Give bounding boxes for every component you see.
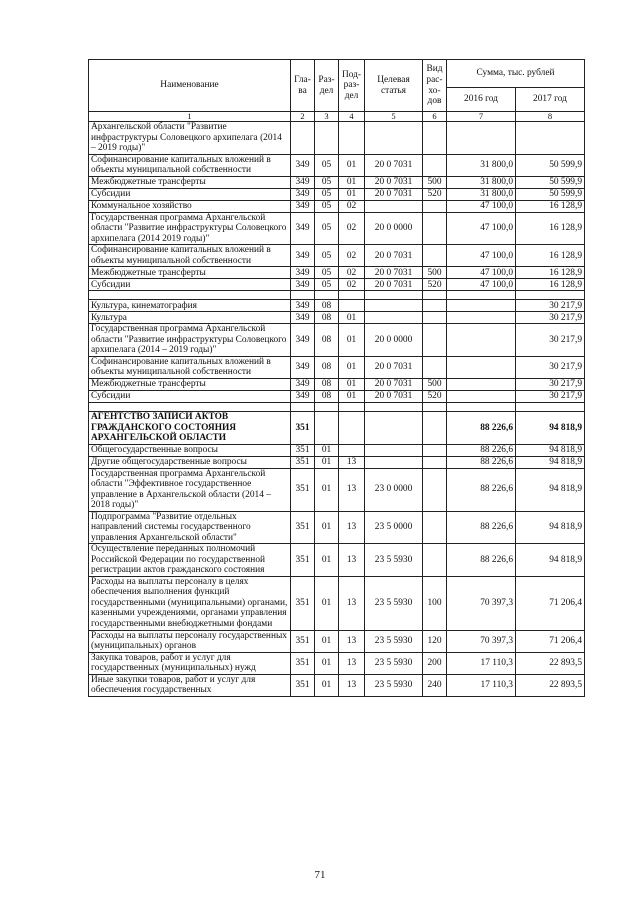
table-body: [89, 122, 585, 697]
row-glava: 351: [291, 652, 315, 674]
row-celevaya-statya: [365, 411, 423, 444]
table-row: [89, 279, 585, 291]
row-glava: 349: [291, 245, 315, 267]
row-razdel: 05: [315, 279, 339, 291]
table-row: [89, 291, 585, 300]
row-sum-2017: [516, 291, 585, 300]
row-celevaya-statya: [365, 122, 423, 155]
page-number: 71: [314, 869, 326, 881]
row-razdel: 01: [315, 444, 339, 456]
row-name: Субсидии: [89, 279, 291, 291]
row-name: Софинансирование капитальных вложений в объекты муниципальной собственности: [89, 154, 291, 176]
row-sum-2016: 47 100,0: [447, 245, 516, 267]
row-sum-2017: 16 128,9: [516, 267, 585, 279]
row-sum-2017: 50 599,9: [516, 154, 585, 176]
row-vid-rashodov: 500: [423, 176, 447, 188]
row-celevaya-statya: 20 0 7031: [365, 356, 423, 378]
table-row: [89, 402, 585, 411]
row-sum-2017: 50 599,9: [516, 176, 585, 188]
row-celevaya-statya: 23 0 0000: [365, 468, 423, 511]
row-sum-2017: 30 217,9: [516, 378, 585, 390]
row-razdel: 01: [315, 468, 339, 511]
row-sum-2017: 94 818,9: [516, 444, 585, 456]
row-sum-2016: 31 800,0: [447, 188, 516, 200]
row-sum-2017: 50 599,9: [516, 188, 585, 200]
row-sum-2017: 30 217,9: [516, 356, 585, 378]
header-glava: Гла-ва: [291, 60, 315, 112]
row-celevaya-statya: 20 0 7031: [365, 390, 423, 402]
row-glava: 351: [291, 468, 315, 511]
row-podrazdel: 13: [339, 468, 365, 511]
header-razdel: Раз-дел: [315, 60, 339, 112]
row-name: Общегосударственные вопросы: [89, 444, 291, 456]
row-sum-2016: 47 100,0: [447, 279, 516, 291]
row-razdel: 05: [315, 176, 339, 188]
row-podrazdel: 01: [339, 176, 365, 188]
row-celevaya-statya: 20 0 0000: [365, 324, 423, 357]
row-vid-rashodov: [423, 544, 447, 577]
table-row: [89, 511, 585, 544]
row-celevaya-statya: [365, 312, 423, 324]
row-glava: 351: [291, 544, 315, 577]
row-vid-rashodov: [423, 411, 447, 444]
table-row: [89, 200, 585, 212]
row-sum-2016: 17 110,3: [447, 674, 516, 696]
row-sum-2016: [447, 390, 516, 402]
col-num-1: 1: [89, 112, 291, 122]
row-razdel: [315, 122, 339, 155]
row-sum-2017: 94 818,9: [516, 411, 585, 444]
row-razdel: 08: [315, 324, 339, 357]
row-name: [89, 402, 291, 411]
header-summa: Сумма, тыс. рублей: [447, 60, 585, 88]
row-name: Государственная программа Архангельской области "Развитие инфраструктуры Соловецкого архипелага (2014 2019 годы)": [89, 212, 291, 245]
row-name: Осуществление переданных полномочий Российской Федерации по государственной регистрации актов гражданского состояния: [89, 544, 291, 577]
row-name: Культура, кинематография: [89, 300, 291, 312]
row-vid-rashodov: [423, 300, 447, 312]
row-vid-rashodov: 520: [423, 390, 447, 402]
row-glava: 349: [291, 300, 315, 312]
row-sum-2017: 94 818,9: [516, 468, 585, 511]
table-row: [89, 245, 585, 267]
row-vid-rashodov: 500: [423, 378, 447, 390]
row-glava: 349: [291, 356, 315, 378]
row-sum-2016: 88 226,6: [447, 511, 516, 544]
row-glava: 351: [291, 511, 315, 544]
row-razdel: 05: [315, 154, 339, 176]
row-glava: 349: [291, 154, 315, 176]
row-razdel: 08: [315, 390, 339, 402]
table-row: [89, 390, 585, 402]
row-celevaya-statya: 20 0 7031: [365, 154, 423, 176]
row-glava: [291, 402, 315, 411]
row-vid-rashodov: [423, 324, 447, 357]
row-glava: 351: [291, 411, 315, 444]
row-sum-2016: 88 226,6: [447, 468, 516, 511]
row-name: Другие общегосударственные вопросы: [89, 456, 291, 468]
row-podrazdel: 02: [339, 200, 365, 212]
table-row: [89, 674, 585, 696]
row-glava: 349: [291, 279, 315, 291]
row-razdel: 05: [315, 245, 339, 267]
row-podrazdel: 02: [339, 267, 365, 279]
row-podrazdel: 01: [339, 356, 365, 378]
row-glava: 349: [291, 212, 315, 245]
header-vid-rashodov: Вид рас-хо-дов: [423, 60, 447, 112]
row-podrazdel: 02: [339, 245, 365, 267]
table-row: [89, 356, 585, 378]
col-num-3: 3: [315, 112, 339, 122]
row-sum-2016: 70 397,3: [447, 576, 516, 630]
row-vid-rashodov: [423, 511, 447, 544]
row-name: Софинансирование капитальных вложений в объекты муниципальной собственности: [89, 356, 291, 378]
row-podrazdel: [339, 444, 365, 456]
row-vid-rashodov: 200: [423, 652, 447, 674]
row-glava: 349: [291, 312, 315, 324]
row-vid-rashodov: 240: [423, 674, 447, 696]
row-sum-2016: 31 800,0: [447, 154, 516, 176]
row-name: Государственная программа Архангельской области "Развитие инфраструктуры Соловецкого архипелага (2014 – 2019 годы)": [89, 324, 291, 357]
row-vid-rashodov: [423, 212, 447, 245]
row-podrazdel: 13: [339, 456, 365, 468]
row-podrazdel: 13: [339, 511, 365, 544]
row-sum-2017: 94 818,9: [516, 456, 585, 468]
row-razdel: [315, 402, 339, 411]
col-num-4: 4: [339, 112, 365, 122]
row-razdel: [315, 411, 339, 444]
table-row: [89, 312, 585, 324]
row-razdel: 05: [315, 212, 339, 245]
row-name: Коммунальное хозяйство: [89, 200, 291, 212]
table-row: [89, 212, 585, 245]
row-vid-rashodov: [423, 122, 447, 155]
row-sum-2016: [447, 291, 516, 300]
row-glava: 351: [291, 576, 315, 630]
row-podrazdel: [339, 402, 365, 411]
row-sum-2017: 22 893,5: [516, 652, 585, 674]
row-name: Закупка товаров, работ и услуг для государственных (муниципальных) нужд: [89, 652, 291, 674]
row-celevaya-statya: 20 0 0000: [365, 212, 423, 245]
row-celevaya-statya: 20 0 7031: [365, 176, 423, 188]
row-podrazdel: 02: [339, 212, 365, 245]
row-celevaya-statya: [365, 402, 423, 411]
row-sum-2017: [516, 122, 585, 155]
col-num-7: 7: [447, 112, 516, 122]
row-podrazdel: [339, 300, 365, 312]
table-row: [89, 544, 585, 577]
row-sum-2017: 30 217,9: [516, 300, 585, 312]
row-podrazdel: 01: [339, 188, 365, 200]
row-podrazdel: 13: [339, 652, 365, 674]
row-name: Межбюджетные трансферты: [89, 176, 291, 188]
row-glava: 349: [291, 378, 315, 390]
row-celevaya-statya: 20 0 7031: [365, 378, 423, 390]
table-row: [89, 188, 585, 200]
row-sum-2016: 31 800,0: [447, 176, 516, 188]
table-row: [89, 411, 585, 444]
row-glava: 349: [291, 200, 315, 212]
row-sum-2016: [447, 312, 516, 324]
row-glava: 351: [291, 630, 315, 652]
row-podrazdel: 01: [339, 154, 365, 176]
row-name: Расходы на выплаты персоналу государственных (муниципальных) органов: [89, 630, 291, 652]
row-glava: 351: [291, 456, 315, 468]
row-vid-rashodov: 100: [423, 576, 447, 630]
row-vid-rashodov: [423, 456, 447, 468]
row-vid-rashodov: 520: [423, 188, 447, 200]
table-row: [89, 154, 585, 176]
row-vid-rashodov: 120: [423, 630, 447, 652]
row-name: Субсидии: [89, 188, 291, 200]
row-sum-2017: 22 893,5: [516, 674, 585, 696]
row-podrazdel: [339, 411, 365, 444]
row-razdel: 01: [315, 674, 339, 696]
row-razdel: 08: [315, 312, 339, 324]
row-celevaya-statya: 20 0 7031: [365, 188, 423, 200]
row-sum-2017: 71 206,4: [516, 576, 585, 630]
col-num-2: 2: [291, 112, 315, 122]
row-name: Подпрограмма "Развитие отдельных направлений системы государственного управления Архангельской области": [89, 511, 291, 544]
budget-table: [88, 59, 585, 697]
row-podrazdel: 13: [339, 544, 365, 577]
col-num-8: 8: [516, 112, 585, 122]
row-sum-2017: 16 128,9: [516, 200, 585, 212]
row-sum-2016: 88 226,6: [447, 411, 516, 444]
table-row: [89, 444, 585, 456]
row-name: Государственная программа Архангельской области "Эффективное государственное управление в Архангельской области (2014 – 2018 годы)": [89, 468, 291, 511]
row-sum-2016: [447, 300, 516, 312]
row-podrazdel: 01: [339, 312, 365, 324]
row-celevaya-statya: 23 5 5930: [365, 674, 423, 696]
row-sum-2017: 16 128,9: [516, 245, 585, 267]
row-sum-2016: 70 397,3: [447, 630, 516, 652]
row-vid-rashodov: [423, 200, 447, 212]
table-row: [89, 468, 585, 511]
row-sum-2016: 47 100,0: [447, 267, 516, 279]
row-sum-2016: [447, 378, 516, 390]
row-sum-2017: 71 206,4: [516, 630, 585, 652]
row-glava: 351: [291, 444, 315, 456]
table-row: [89, 652, 585, 674]
table-row: [89, 576, 585, 630]
row-glava: [291, 122, 315, 155]
row-name: Софинансирование капитальных вложений в объекты муниципальной собственности: [89, 245, 291, 267]
row-razdel: 08: [315, 300, 339, 312]
row-glava: [291, 291, 315, 300]
table-row: [89, 300, 585, 312]
row-celevaya-statya: [365, 200, 423, 212]
header-podrazdel: Под-раз-дел: [339, 60, 365, 112]
row-sum-2017: 16 128,9: [516, 279, 585, 291]
row-razdel: 01: [315, 456, 339, 468]
row-razdel: 01: [315, 511, 339, 544]
row-sum-2016: [447, 122, 516, 155]
row-celevaya-statya: 20 0 7031: [365, 279, 423, 291]
row-name: Субсидии: [89, 390, 291, 402]
row-sum-2017: 16 128,9: [516, 212, 585, 245]
row-name: Межбюджетные трансферты: [89, 378, 291, 390]
row-vid-rashodov: [423, 468, 447, 511]
row-razdel: 08: [315, 356, 339, 378]
row-celevaya-statya: 23 5 5930: [365, 630, 423, 652]
row-razdel: 05: [315, 267, 339, 279]
table-row: [89, 630, 585, 652]
row-sum-2017: 30 217,9: [516, 324, 585, 357]
row-sum-2016: [447, 324, 516, 357]
row-sum-2017: 30 217,9: [516, 390, 585, 402]
row-vid-rashodov: [423, 291, 447, 300]
row-sum-2016: 88 226,6: [447, 444, 516, 456]
row-razdel: 05: [315, 200, 339, 212]
row-name: АГЕНТСТВО ЗАПИСИ АКТОВ ГРАЖДАНСКОГО СОСТОЯНИЯ АРХАНГЕЛЬСКОЙ ОБЛАСТИ: [89, 411, 291, 444]
row-podrazdel: 01: [339, 378, 365, 390]
row-sum-2016: 88 226,6: [447, 544, 516, 577]
row-razdel: 01: [315, 544, 339, 577]
row-sum-2016: 17 110,3: [447, 652, 516, 674]
row-vid-rashodov: [423, 245, 447, 267]
header-year-2017: 2017 год: [516, 88, 585, 112]
row-celevaya-statya: [365, 291, 423, 300]
row-podrazdel: [339, 122, 365, 155]
table-row: [89, 122, 585, 155]
row-podrazdel: 01: [339, 390, 365, 402]
row-glava: 349: [291, 188, 315, 200]
row-celevaya-statya: 20 0 7031: [365, 245, 423, 267]
row-vid-rashodov: [423, 444, 447, 456]
col-num-6: 6: [423, 112, 447, 122]
row-celevaya-statya: 23 5 5930: [365, 652, 423, 674]
row-celevaya-statya: 23 5 0000: [365, 511, 423, 544]
row-celevaya-statya: 20 0 7031: [365, 267, 423, 279]
row-name: Культура: [89, 312, 291, 324]
row-celevaya-statya: 23 5 5930: [365, 576, 423, 630]
row-podrazdel: 13: [339, 674, 365, 696]
table-row: [89, 378, 585, 390]
table-row: [89, 176, 585, 188]
row-podrazdel: 13: [339, 630, 365, 652]
row-glava: 349: [291, 267, 315, 279]
row-vid-rashodov: 520: [423, 279, 447, 291]
row-vid-rashodov: [423, 154, 447, 176]
row-razdel: 01: [315, 630, 339, 652]
row-name: Иные закупки товаров, работ и услуг для обеспечения государственных: [89, 674, 291, 696]
row-glava: 349: [291, 176, 315, 188]
header-year-2016: 2016 год: [447, 88, 516, 112]
row-vid-rashodov: 500: [423, 267, 447, 279]
row-name: Расходы на выплаты персоналу в целях обеспечения выполнения функций государственными (муниципальными) органами, казенными учреждениями, органами управления государственными внебюджетными фондами: [89, 576, 291, 630]
row-razdel: 08: [315, 378, 339, 390]
col-num-5: 5: [365, 112, 423, 122]
row-glava: 349: [291, 324, 315, 357]
header-name: Наименование: [89, 60, 291, 112]
row-podrazdel: 02: [339, 279, 365, 291]
header-celevaya-statya: Целевая статья: [365, 60, 423, 112]
row-sum-2017: 94 818,9: [516, 544, 585, 577]
row-podrazdel: [339, 291, 365, 300]
row-razdel: 05: [315, 188, 339, 200]
row-glava: 351: [291, 674, 315, 696]
row-sum-2016: 47 100,0: [447, 200, 516, 212]
row-celevaya-statya: [365, 456, 423, 468]
row-celevaya-statya: [365, 444, 423, 456]
row-sum-2016: [447, 402, 516, 411]
row-razdel: [315, 291, 339, 300]
row-glava: 349: [291, 390, 315, 402]
row-podrazdel: 13: [339, 576, 365, 630]
row-celevaya-statya: 23 5 5930: [365, 544, 423, 577]
row-sum-2017: [516, 402, 585, 411]
row-celevaya-statya: [365, 300, 423, 312]
row-vid-rashodov: [423, 402, 447, 411]
table-row: [89, 324, 585, 357]
row-razdel: 01: [315, 652, 339, 674]
row-vid-rashodov: [423, 356, 447, 378]
row-sum-2017: 30 217,9: [516, 312, 585, 324]
row-sum-2016: 88 226,6: [447, 456, 516, 468]
row-sum-2016: 47 100,0: [447, 212, 516, 245]
row-podrazdel: 01: [339, 324, 365, 357]
row-sum-2016: [447, 356, 516, 378]
row-name: [89, 291, 291, 300]
table-row: [89, 456, 585, 468]
row-name: Межбюджетные трансферты: [89, 267, 291, 279]
row-name: Архангельской области "Развитие инфраструктуры Соловецкого архипелага (2014 – 2019 годы)": [89, 122, 291, 155]
row-razdel: 01: [315, 576, 339, 630]
row-sum-2017: 94 818,9: [516, 511, 585, 544]
row-vid-rashodov: [423, 312, 447, 324]
table-row: [89, 267, 585, 279]
